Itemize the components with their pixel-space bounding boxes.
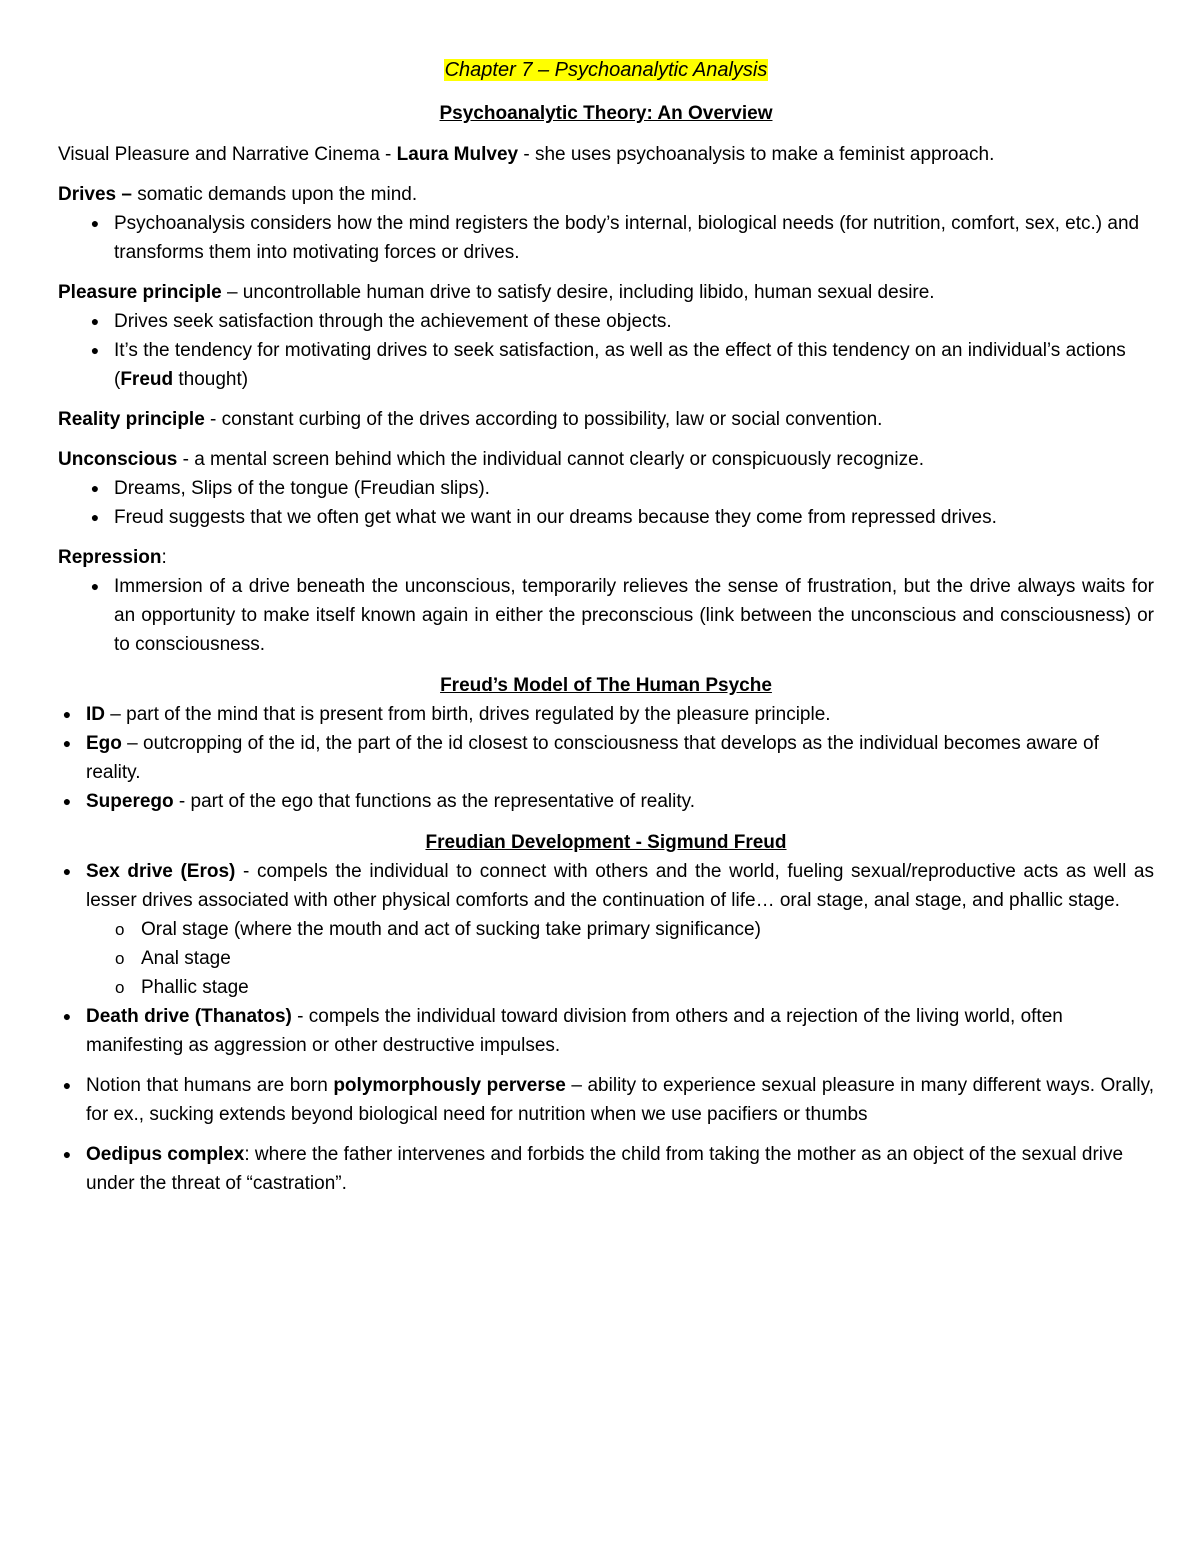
list-item [115,915,1154,944]
pleasure-list [58,307,1154,394]
drives-list [58,209,1154,267]
stage-phallic: Phallic stage [141,977,249,998]
stages-list [86,915,1154,1002]
list-item [62,700,1154,729]
sex-drive-term: Sex drive (Eros) [86,861,236,882]
poly-pre: Notion that humans are born [86,1075,334,1096]
reality-paragraph [58,405,1154,434]
intro-post: - she uses psychoanalysis to make a feminist approach. [518,144,995,165]
reality-def: - constant curbing of the drives according to possibility, law or social convention. [204,409,883,430]
bullet-icon: ● [62,863,72,879]
development-list [58,857,1154,1198]
intro-bold: Laura Mulvey [396,144,519,165]
pleasure-def: – uncontrollable human drive to satisfy desire, including libido, human sexual desire. [221,282,935,303]
superego-term: Superego [86,791,174,812]
unconscious-term: Unconscious [58,449,178,470]
bullet-icon: ● [62,1008,72,1024]
list-item [90,503,1154,532]
repression-list [58,572,1154,659]
circle-bullet-icon: o [115,978,125,997]
list-item [115,944,1154,973]
bullet-icon: ● [62,735,72,751]
pleasure-bullet-2-post: thought) [173,369,249,390]
heading-development: Freudian Development - Sigmund Freud [425,832,787,853]
ego-def: – outcropping of the id, the part of the id closest to consciousness that develops as the individual becomes aware of reality. [86,733,1099,783]
pleasure-term: Pleasure principle [58,282,222,303]
id-term: ID [86,704,105,725]
bullet-icon: ● [90,215,100,231]
sex-drive-def: - compels the individual to connect with others and the world, fueling sexual/reproductive acts as well as lesser drives associated with other physical comforts and the continuation of life… oral stage, anal stage, and phallic stage. [86,861,1155,911]
repression-bullet-1: Immersion of a drive beneath the unconscious, temporarily relieves the sense of frustration, but the drive always waits for an opportunity to make itself known again in either the preconscious (link between the unconscious and consciousness) or to consciousness. [114,576,1154,655]
list-item [62,1071,1155,1129]
list-item [115,973,1154,1002]
list-item [62,1002,1154,1060]
list-item [90,307,1154,336]
unconscious-paragraph [58,445,1154,474]
drives-term: Drives – [58,184,132,205]
psyche-list [58,700,1154,816]
poly-def: – ability to experience sexual pleasure in many different ways. Orally, for ex., sucking extends beyond biological need for nutrition when we use pacifiers or thumbs [86,1075,1155,1125]
intro-pre: Visual Pleasure and Narrative Cinema - [58,144,397,165]
bullet-icon: ● [62,1077,72,1093]
drives-paragraph [58,180,1154,209]
poly-term: polymorphously perverse [333,1075,566,1096]
list-item [62,857,1155,1002]
list-item [62,787,1154,816]
circle-bullet-icon: o [115,920,125,939]
bullet-icon: ● [62,706,72,722]
bullet-icon: ● [90,509,100,525]
stage-oral: Oral stage (where the mouth and act of sucking take primary significance) [141,919,761,940]
bullet-icon: ● [90,480,100,496]
list-item [90,209,1154,267]
unconscious-bullet-2: Freud suggests that we often get what we want in our dreams because they come from repressed drives. [114,507,997,528]
bullet-icon: ● [90,313,100,329]
intro-paragraph [58,140,1154,169]
chapter-title: Chapter 7 – Psychoanalytic Analysis [444,59,768,81]
list-item [62,1140,1154,1198]
list-item [90,474,1154,503]
repression-term: Repression [58,547,162,568]
bullet-icon: ● [62,793,72,809]
list-item [90,572,1154,659]
oedipus-term: Oedipus complex [86,1144,245,1165]
unconscious-bullet-1: Dreams, Slips of the tongue (Freudian slips). [114,478,490,499]
heading-overview: Psychoanalytic Theory: An Overview [439,103,773,124]
oedipus-def: : where the father intervenes and forbids the child from taking the mother as an object of the sexual drive under the threat of “castration”. [86,1144,1124,1194]
repression-paragraph [58,543,1154,572]
id-def: – part of the mind that is present from birth, drives regulated by the pleasure principle. [105,704,831,725]
list-item [90,336,1154,394]
bullet-icon: ● [90,578,100,594]
title-row [58,56,1154,87]
repression-colon: : [161,547,167,568]
death-drive-def: - compels the individual toward division from others and a rejection of the living world, often manifesting as aggression or other destructive impulses. [86,1006,1063,1056]
pleasure-bullet-1: Drives seek satisfaction through the achievement of these objects. [114,311,672,332]
unconscious-def: - a mental screen behind which the individual cannot clearly or conspicuously recognize. [177,449,924,470]
reality-term: Reality principle [58,409,205,430]
bullet-icon: ● [62,1146,72,1162]
circle-bullet-icon: o [115,949,125,968]
death-drive-term: Death drive (Thanatos) [86,1006,292,1027]
unconscious-list [58,474,1154,532]
drives-bullet-1: Psychoanalysis considers how the mind registers the body’s internal, biological needs (for nutrition, comfort, sex, etc.) and transforms them into motivating forces or drives. [114,213,1140,263]
drives-def: somatic demands upon the mind. [131,184,418,205]
pleasure-paragraph [58,278,1154,307]
heading-model: Freud’s Model of The Human Psyche [440,675,772,696]
superego-def: - part of the ego that functions as the representative of reality. [173,791,696,812]
list-item [62,729,1154,787]
stage-anal: Anal stage [141,948,231,969]
bullet-icon: ● [90,342,100,358]
ego-term: Ego [86,733,122,754]
pleasure-bullet-2-pre: It’s the tendency for motivating drives to seek satisfaction, as well as the effect of this tendency on an individual’s actions ( [114,340,1126,390]
pleasure-bullet-2-bold: Freud [120,369,174,390]
